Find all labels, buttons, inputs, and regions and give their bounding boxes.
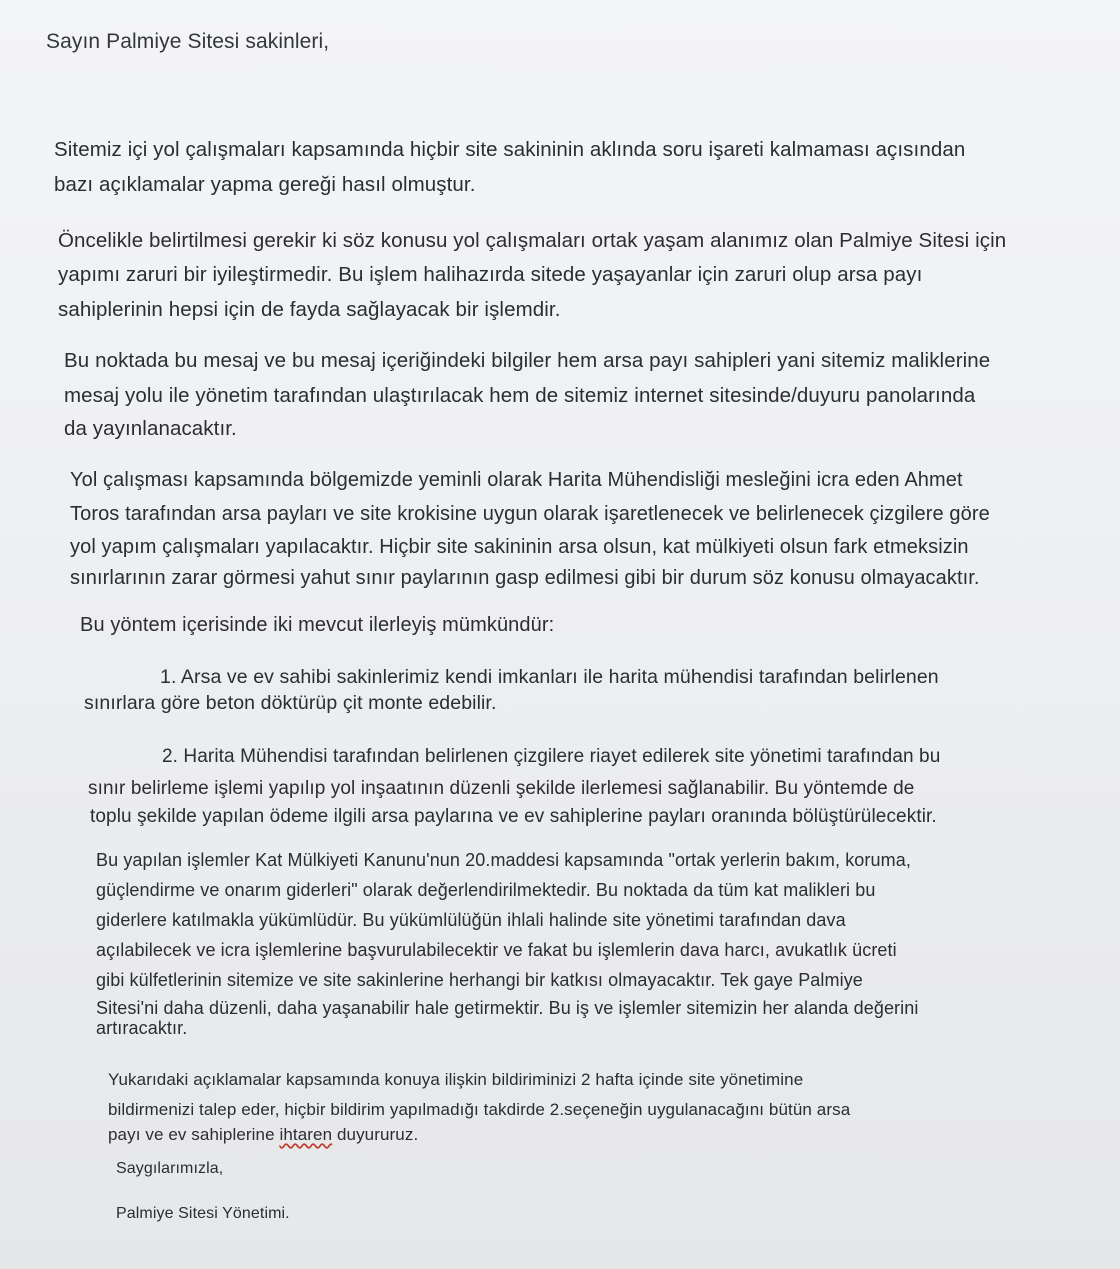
paragraph-9-line-3-start: payı ve ev sahiplerine (108, 1125, 280, 1144)
paragraph-8-line-7: artıracaktır. (96, 1018, 188, 1038)
paragraph-4-line-1: Yol çalışması kapsamında bölgemizde yeminli olarak Harita Mühendisliği mesleğini icra eden Ahmet (70, 469, 963, 491)
paragraph-8-line-5: gibi külfetlerinin sitemize ve site sakinlerine herhangi bir katkısı olmayacaktır. Tek gaye Palmiye (96, 970, 863, 990)
spellcheck-underlined-word: ihtaren (279, 1125, 333, 1144)
paragraph-8-line-1: Bu yapılan işlemler Kat Mülkiyeti Kanunu'nun 20.maddesi kapsamında "ortak yerlerin bakım, koruma, (96, 850, 911, 870)
paragraph-1-line-1: Sitemiz içi yol çalışmaları kapsamında hiçbir site sakininin aklında soru işareti kalmaması açısından (54, 138, 966, 161)
paragraph-1-line-2: bazı açıklamalar yapma gereği hasıl olmuştur. (54, 173, 476, 196)
paragraph-8-line-4: açılabilecek ve icra işlemlerine başvurulabilecektir ve fakat bu işlemlerin dava harcı, avukatlık ücreti (96, 940, 897, 960)
paragraph-8-line-3: giderlere katılmakla yükümlüdür. Bu yükümlülüğün ihlali halinde site yönetimi tarafından dava (96, 910, 846, 930)
paragraph-3-line-3: da yayınlanacaktır. (64, 417, 237, 440)
greeting: Sayın Palmiye Sitesi sakinleri, (46, 30, 330, 53)
paragraph-3-line-2: mesaj yolu ile yönetim tarafından ulaştırılacak hem de sitemiz internet sitesinde/duyuru panolarında (64, 384, 976, 407)
paragraph-9-line-2: bildirmenizi talep eder, hiçbir bildirim yapılmadığı takdirde 2.seçeneğin uygulanacağını bütün arsa (108, 1100, 851, 1119)
paragraph-3-line-1: Bu noktada bu mesaj ve bu mesaj içeriğindeki bilgiler hem arsa payı sahipleri yani sitemiz maliklerine (64, 349, 991, 372)
paragraph-8-line-6: Sitesi'ni daha düzenli, daha yaşanabilir hale getirmektir. Bu iş ve işlemler sitemizin her alanda değerini (96, 998, 919, 1018)
paragraph-2-line-2: yapımı zaruri bir iyileştirmedir. Bu işlem halihazırda sitede yaşayanlar için zaruri olup arsa payı (58, 263, 923, 286)
paragraph-4-line-2: Toros tarafından arsa payları ve site krokisine uygun olarak işaretlenecek ve belirlenecek çizgilere göre (70, 503, 990, 525)
option-2-line-1: 2. Harita Mühendisi tarafından belirlenen çizgilere riayet edilerek site yönetimi tarafından bu (162, 746, 941, 767)
signature: Palmiye Sitesi Yönetimi. (116, 1205, 290, 1222)
paragraph-5: Bu yöntem içerisinde iki mevcut ilerleyiş mümkündür: (80, 614, 555, 636)
paragraph-4-line-4: sınırlarının zarar görmesi yahut sınır paylarının gasp edilmesi gibi bir durum söz konusu olmayacaktır. (70, 567, 980, 589)
option-1-line-1: 1. Arsa ve ev sahibi sakinlerimiz kendi imkanları ile harita mühendisi tarafından belirlenen (160, 666, 939, 688)
paragraph-2-line-3: sahiplerinin hepsi için de fayda sağlayacak bir işlemdir. (58, 298, 561, 321)
paragraph-9-line-3 (108, 1125, 418, 1145)
paragraph-9-line-1: Yukarıdaki açıklamalar kapsamında konuya ilişkin bildiriminizi 2 hafta içinde site yönetimine (108, 1070, 804, 1089)
closing-salutation: Saygılarımızla, (116, 1160, 224, 1177)
option-2-line-2: sınır belirleme işlemi yapılıp yol inşaatının düzenli şekilde ilerlemesi sağlanabilir. Bu yöntemde de (88, 778, 915, 799)
option-2-line-3: toplu şekilde yapılan ödeme ilgili arsa paylarına ve ev sahiplerine payları oranında bölüştürülecektir. (90, 806, 937, 827)
paragraph-2-line-1: Öncelikle belirtilmesi gerekir ki söz konusu yol çalışmaları ortak yaşam alanımız olan Palmiye Sitesi için (58, 229, 1007, 252)
paragraph-9-line-3-end: duyururuz. (332, 1125, 419, 1144)
paragraph-8-line-2: güçlendirme ve onarım giderleri" olarak değerlendirilmektedir. Bu noktada da tüm kat malikleri bu (96, 880, 876, 900)
paragraph-4-line-3: yol yapım çalışmaları yapılacaktır. Hiçbir site sakininin arsa olsun, kat mülkiyeti olsun fark etmeksizin (70, 536, 969, 558)
option-1-line-2: sınırlara göre beton döktürüp çit monte edebilir. (84, 692, 497, 714)
